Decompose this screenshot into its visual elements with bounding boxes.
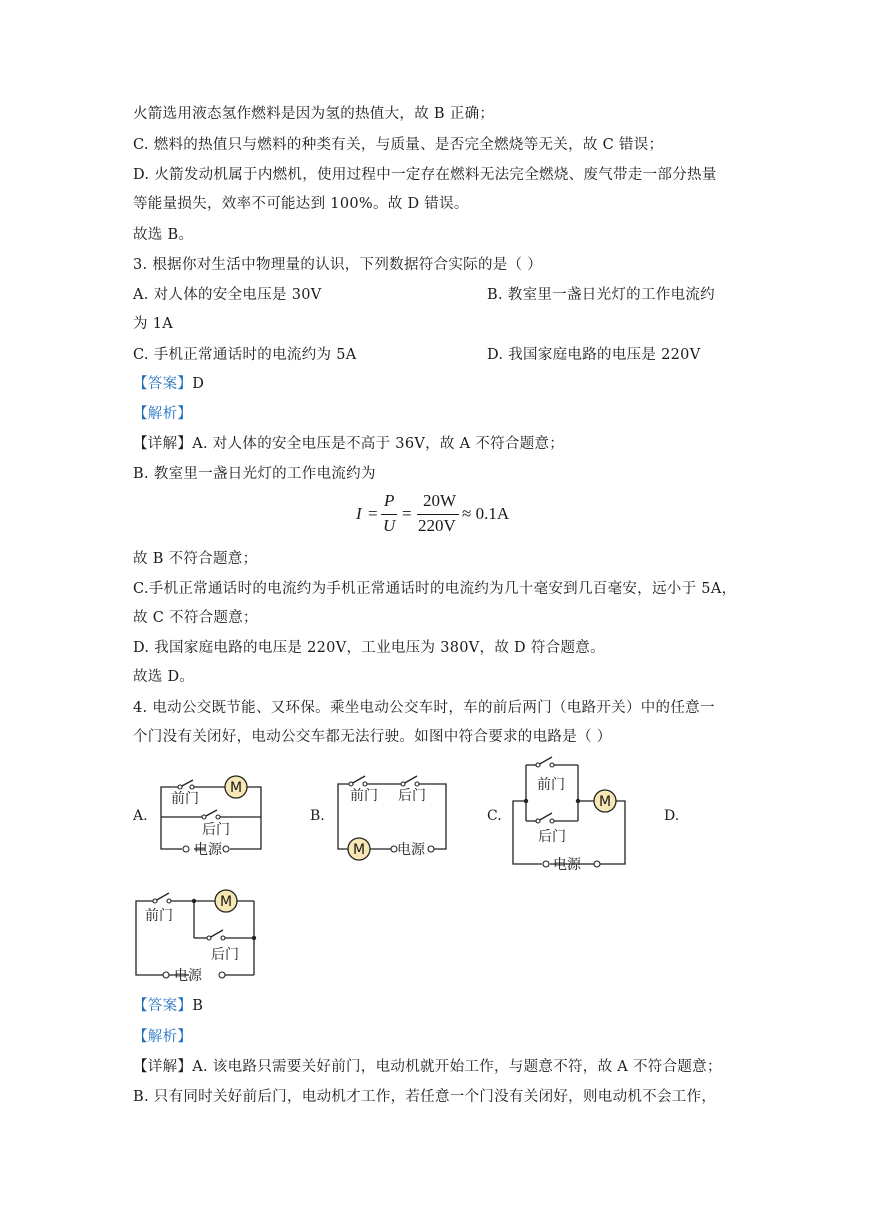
answer-4: [133, 996, 203, 1016]
detail-text: A. 该电路只需要关好前门，电动机就开始工作，与题意不符，故 A 不符合题意；: [192, 1059, 722, 1075]
question-3-option-d: D. 我国家庭电路的电压是 220V: [487, 347, 701, 363]
detail-3-a: [133, 434, 564, 454]
question-3-stem: 3. 根据你对生活中物理量的认识，下列数据符合实际的是（ ）: [133, 257, 543, 273]
text-line: 火箭选用液态氢作燃料是因为氢的热值大，故 B 正确；: [133, 106, 495, 122]
answer-value: D: [192, 376, 205, 392]
formula-numerator-value: 20W: [423, 491, 457, 510]
text-line: 故 B 不符合题意；: [133, 551, 258, 567]
front-door-label: 前门: [350, 788, 378, 804]
detail-3-b: B. 教室里一盏日光灯的工作电流约为: [133, 466, 376, 482]
fraction-bar: [417, 514, 459, 515]
text-line: D. 火箭发动机属于内燃机，使用过程中一定存在燃料无法完全燃烧、废气带走一部分热量: [133, 167, 717, 183]
power-label: 电源: [397, 842, 425, 858]
formula-result: ≈ 0.1A: [462, 504, 510, 523]
answer-label: 【答案】: [133, 376, 193, 392]
answer-3: [133, 374, 204, 394]
circuit-c-diagram: [510, 755, 635, 875]
back-door-label: 后门: [398, 788, 426, 804]
back-door-label: 后门: [211, 947, 239, 963]
power-label: 电源: [553, 857, 581, 873]
motor-label: M: [229, 780, 243, 796]
motor-label: M: [598, 794, 612, 810]
fraction-bar: [381, 514, 397, 515]
front-door-label: 前门: [171, 791, 199, 807]
question-4-stem: 4. 电动公交既节能、又环保。乘坐电动公交车时，车的前后两门（电路开关）中的任意一: [133, 700, 715, 716]
formula-equals: =: [402, 504, 412, 523]
detail-label: 【详解】: [133, 1059, 193, 1075]
front-door-label: 前门: [537, 777, 565, 793]
question-3-option-a: A. 对人体的安全电压是 30V: [133, 287, 322, 303]
circuit-option-c-label: C.: [487, 808, 502, 824]
analysis-label: 【解析】: [133, 406, 193, 422]
answer-label: 【答案】: [133, 998, 193, 1014]
front-door-label: 前门: [145, 908, 173, 924]
formula-denominator-value: 220V: [418, 516, 456, 535]
text-line: C. 燃料的热值只与燃料的种类有关，与质量、是否完全燃烧等无关，故 C 错误；: [133, 137, 664, 153]
current-formula: [356, 493, 516, 537]
circuit-b-diagram: [333, 768, 458, 863]
formula-lhs: I: [356, 504, 362, 523]
circuit-d-diagram: [133, 885, 263, 985]
circuit-option-d-label: D.: [664, 808, 680, 824]
question-3-option-c: C. 手机正常通话时的电流约为 5A: [133, 347, 357, 363]
detail-4-a: [133, 1057, 722, 1077]
analysis-label: 【解析】: [133, 1029, 193, 1045]
text-line: D. 我国家庭电路的电压是 220V，工业电压为 380V，故 D 符合题意。: [133, 640, 605, 656]
detail-4-b: B. 只有同时关好前后门，电动机才工作，若任意一个门没有关闭好，则电动机不会工作，: [133, 1089, 717, 1105]
power-label: 电源: [194, 842, 222, 858]
question-4-stem-cont: 个门没有关闭好，电动公交车都无法行驶。如图中符合要求的电路是（ ）: [133, 729, 612, 745]
back-door-label: 后门: [538, 829, 566, 845]
formula-equals: =: [368, 504, 378, 523]
detail-label: 【详解】: [133, 436, 193, 452]
text-line: 故选 B。: [133, 227, 194, 243]
circuit-option-b-label: B.: [310, 808, 325, 824]
question-3-option-b: B. 教室里一盏日光灯的工作电流约: [487, 287, 715, 303]
text-line: 等能量损失，效率不可能达到 100%。故 D 错误。: [133, 196, 469, 212]
text-line: C.手机正常通话时的电流约为手机正常通话时的电流约为几十毫安到几百毫安，远小于 5A，: [133, 581, 737, 597]
text-line: 故 C 不符合题意；: [133, 610, 258, 626]
motor-label: M: [219, 894, 233, 910]
power-label: 电源: [174, 968, 202, 984]
text-line: 故选 D。: [133, 669, 195, 685]
question-3-option-b-cont: 为 1A: [133, 316, 174, 332]
formula-denominator-u: U: [383, 516, 396, 535]
answer-value: B: [192, 998, 204, 1014]
circuit-option-a-label: A.: [133, 808, 148, 824]
motor-label: M: [352, 842, 366, 858]
circuit-a-diagram: [156, 772, 276, 857]
detail-text: A. 对人体的安全电压是不高于 36V，故 A 不符合题意；: [192, 436, 565, 452]
formula-numerator-p: P: [384, 491, 395, 510]
back-door-label: 后门: [202, 822, 230, 838]
